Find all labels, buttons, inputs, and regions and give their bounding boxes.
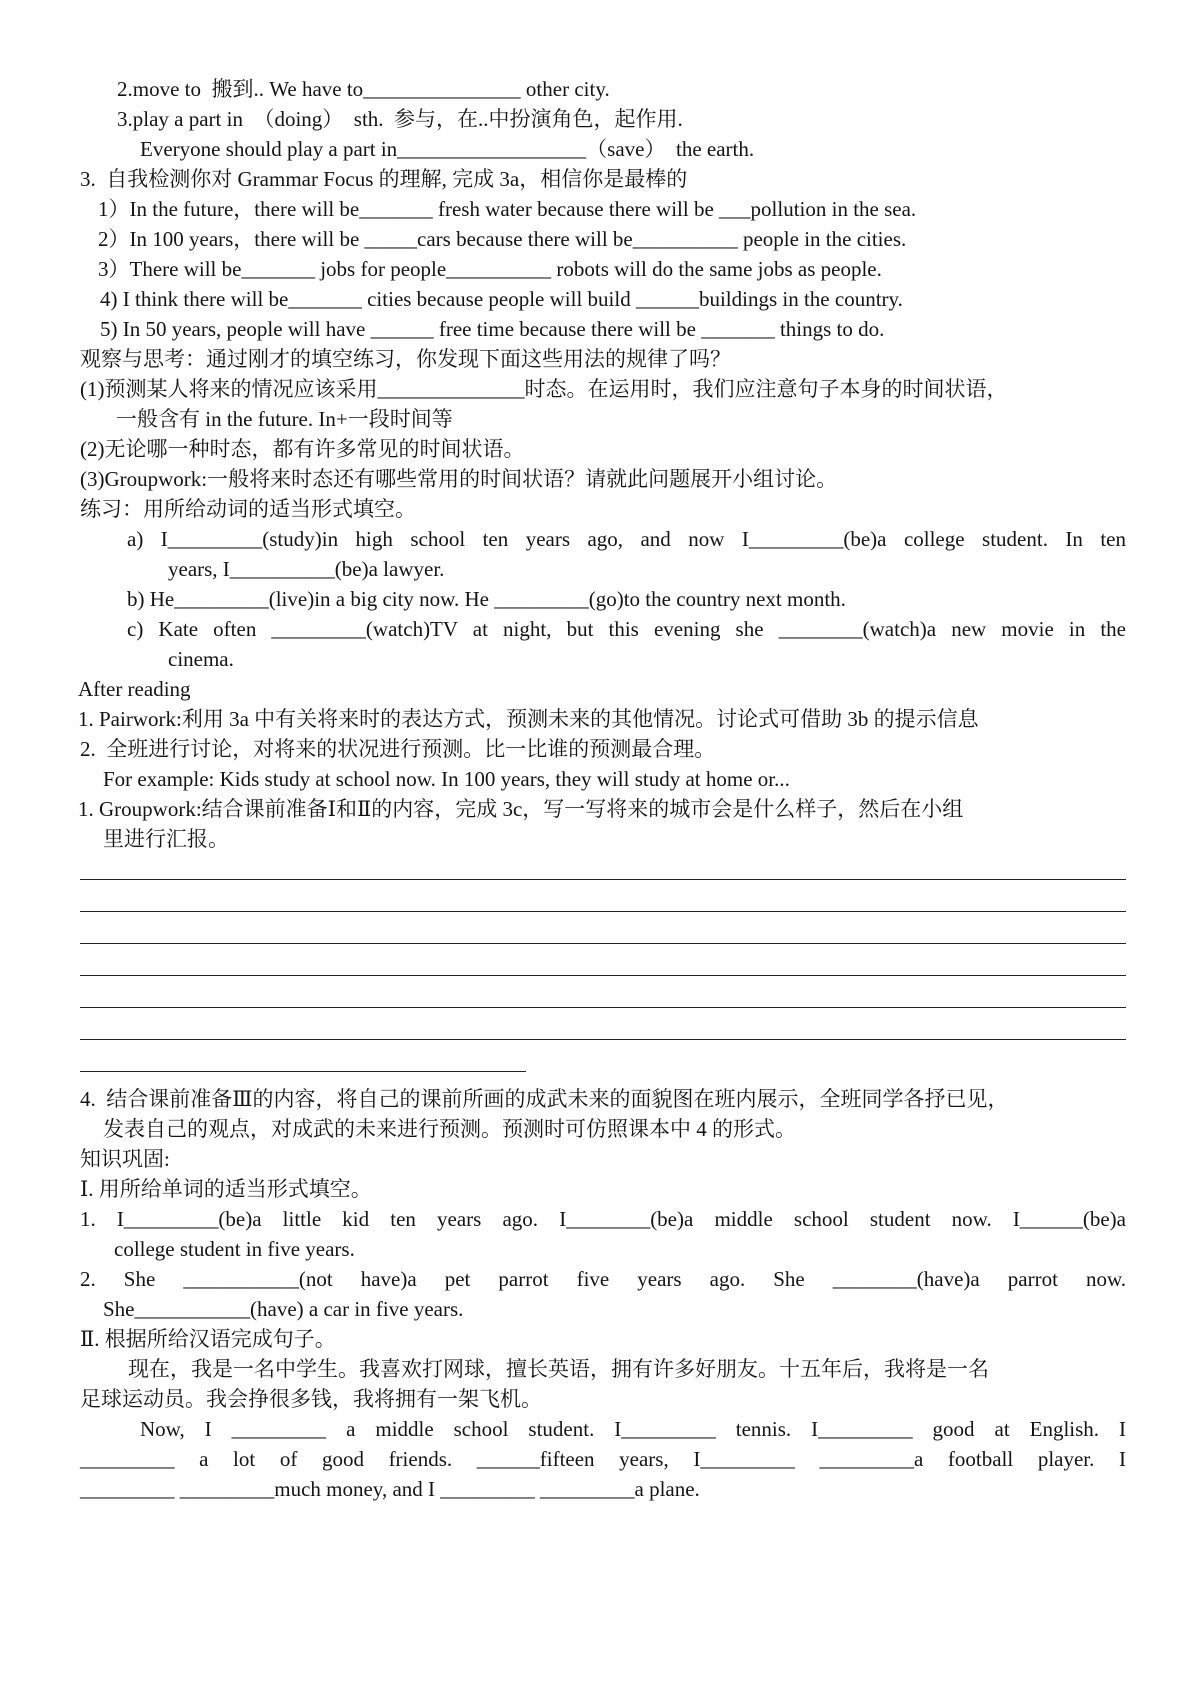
phrase-play-a-part: 3.play a part in （doing） sth. 参与，在..中扮演角色，起作用.: [117, 107, 683, 131]
grammar-item-2: 2）In 100 years，there will be _____cars because there will be__________ people in the cities.: [98, 227, 907, 251]
practice-heading: 练习：用所给动词的适当形式填空。: [80, 497, 416, 521]
part-2-english-sentence-end: _________ _________much money, and I _________ _________a plane.: [80, 1477, 700, 1501]
part-1-question-1: 1. I_________(be)a little kid ten years ago. I________(be)a middle school student now. I______(be)a: [80, 1207, 1126, 1231]
practice-a-cont: years, I__________(be)a lawyer.: [168, 557, 445, 581]
part-1-heading: Ⅰ. 用所给单词的适当形式填空。: [80, 1177, 372, 1201]
after-reading-pairwork: 1. Pairwork:利用 3a 中有关将来时的表达方式，预测未来的其他情况。讨论式可借助 3b 的提示信息: [78, 707, 979, 731]
part-2-chinese-passage-cont: 足球运动员。我会挣很多钱，我将拥有一架飞机。: [80, 1387, 542, 1411]
observe-heading: 观察与思考：通过刚才的填空练习，你发现下面这些用法的规律了吗？: [80, 347, 731, 371]
writing-line[interactable]: [80, 943, 1126, 944]
writing-line[interactable]: [80, 911, 1126, 912]
after-reading-example: For example: Kids study at school now. In 100 years, they will study at home or...: [103, 767, 790, 791]
practice-c-cont: cinema.: [168, 647, 234, 671]
consolidation-heading: 知识巩固:: [80, 1147, 170, 1171]
practice-c: c) Kate often _________(watch)TV at night, but this evening she ________(watch)a new movie in the: [127, 617, 1126, 641]
task-4-cont: 发表自己的观点，对成武的未来进行预测。预测时可仿照课本中 4 的形式。: [103, 1117, 796, 1141]
part-1-question-2: 2. She ___________(not have)a pet parrot five years ago. She ________(have)a parrot now.: [80, 1267, 1126, 1291]
after-reading-discussion: 2. 全班进行讨论，对将来的状况进行预测。比一比谁的预测最合理。: [80, 737, 716, 761]
grammar-item-3: 3）There will be_______ jobs for people__________ robots will do the same jobs as people.: [98, 257, 882, 281]
part-2-english-sentence-cont: _________ a lot of good friends. ______fifteen years, I_________ _________a football player. I: [80, 1447, 1126, 1471]
observe-point-1-cont: 一般含有 in the future. In+一段时间等: [116, 407, 453, 431]
task-4: 4. 结合课前准备Ⅲ的内容，将自己的课前所画的成武未来的面貌图在班内展示，全班同学各抒已见，: [80, 1087, 1009, 1111]
observe-point-3: (3)Groupwork:一般将来时态还有哪些常用的时间状语？请就此问题展开小组讨论。: [80, 467, 838, 491]
observe-point-2: (2)无论哪一种时态，都有许多常见的时间状语。: [80, 437, 525, 461]
after-reading-groupwork: 1. Groupwork:结合课前准备Ⅰ和Ⅱ的内容，完成 3c，写一写将来的城市会是什么样子，然后在小组: [78, 797, 964, 821]
grammar-item-5: 5) In 50 years, people will have ______ free time because there will be _______ things to do.: [100, 317, 885, 341]
part-2-heading: Ⅱ. 根据所给汉语完成句子。: [80, 1327, 336, 1351]
part-2-english-sentence: Now, I _________ a middle school student. I_________ tennis. I_________ good at English. I: [140, 1417, 1126, 1441]
writing-line[interactable]: [80, 1071, 526, 1072]
practice-a: a) I_________(study)in high school ten years ago, and now I_________(be)a college student. In ten: [127, 527, 1126, 551]
observe-point-1: (1)预测某人将来的情况应该采用______________时态。在运用时，我们应注意句子本身的时间状语，: [80, 377, 1008, 401]
part-2-chinese-passage: 现在，我是一名中学生。我喜欢打网球，擅长英语，拥有许多好朋友。十五年后，我将是一名: [128, 1357, 989, 1381]
phrase-play-a-part-example: Everyone should play a part in__________________（save） the earth.: [140, 137, 755, 161]
grammar-focus-heading: 3. 自我检测你对 Grammar Focus 的理解, 完成 3a，相信你是最棒的: [80, 167, 688, 191]
part-1-question-1-cont: college student in five years.: [114, 1237, 355, 1261]
writing-line[interactable]: [80, 975, 1126, 976]
writing-line[interactable]: [80, 1039, 1126, 1040]
after-reading-heading: After reading: [78, 677, 191, 701]
part-1-question-2-cont: She___________(have) a car in five years.: [103, 1297, 464, 1321]
after-reading-groupwork-cont: 里进行汇报。: [103, 827, 229, 851]
grammar-item-4: 4) I think there will be_______ cities because people will build ______buildings in the country.: [100, 287, 903, 311]
writing-line[interactable]: [80, 879, 1126, 880]
phrase-move-to: 2.move to 搬到.. We have to_______________ other city.: [117, 77, 610, 101]
writing-line[interactable]: [80, 1007, 1126, 1008]
grammar-item-1: 1）In the future，there will be_______ fresh water because there will be ___pollution in the sea.: [98, 197, 917, 221]
practice-b: b) He_________(live)in a big city now. He _________(go)to the country next month.: [127, 587, 846, 611]
